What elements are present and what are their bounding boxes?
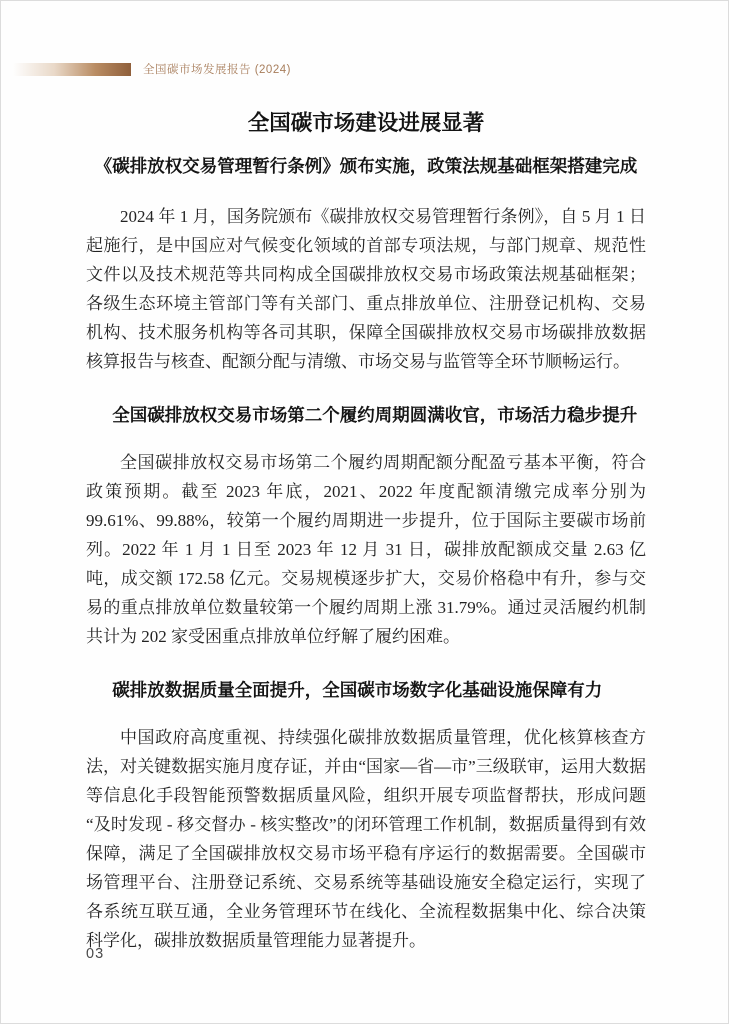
paragraph-policy-framework: 2024 年 1 月，国务院颁布《碳排放权交易管理暂行条例》，自 5 月 1 日起施行，是中国应对气候变化领域的首部专项法规，与部门规章、规范性文件以及技术规范等共同构成全国碳排放权交易市场政策法规基础框架；各级生态环境主管部门等有关部门、重点排放单位、注册登记机构、交易机构、技术服务机构等各司其职，保障全国碳排放权交易市场碳排放数据核算报告与核查、配额分配与清缴、市场交易与监管等全环节顺畅运行。 (86, 207, 646, 371)
page-number: 03 (86, 946, 105, 962)
section-heading-compliance-cycle: 全国碳排放权交易市场第二个履约周期圆满收官，市场活力稳步提升 (112, 405, 638, 425)
page-footer (86, 945, 104, 963)
section-compliance-cycle (86, 403, 646, 651)
paragraph-data-quality: 中国政府高度重视、持续强化碳排放数据质量管理，优化核算核查方法，对关键数据实施月度存证，并由“国家—省—市”三级联审，运用大数据等信息化手段智能预警数据质量风险，组织开展专项监督帮扶，形成问题“及时发现 - 移交督办 - 核实整改”的闭环管理工作机制，数据质量得到有效保障，满足了全国碳排放权交易市场平稳有序运行的数据需要。全国碳市场管理平台、注册登记系统、交易系统等基础设施安全稳定运行，实现了各系统互联互通，全业务管理环节在线化、全流程数据集中化、综合决策科学化，碳排放数据质量管理能力显著提升。 (86, 728, 646, 950)
page-subtitle: 《碳排放权交易管理暂行条例》颁布实施，政策法规基础框架搭建完成 (94, 156, 638, 176)
paragraph-compliance-cycle: 全国碳排放权交易市场第二个履约周期配额分配盈亏基本平衡，符合政策预期。截至 2023 年底，2021、2022 年度配额清缴完成率分别为 99.61%、99.88%，较第一个履约周期进一步提升，位于国际主要碳市场前列。2022 年 1 月 1 日至 2023 年 12 月 31 日，碳排放配额成交量 2.63 亿吨，成交额 172.58 亿元。交易规模逐步扩大，交易价格稳中有升，参与交易的重点排放单位数量较第一个履约周期上涨 31.79%。通过灵活履约机制共计为 202 家受困重点排放单位纾解了履约困难。 (86, 453, 646, 646)
section-policy-framework (86, 202, 646, 376)
section-heading-data-quality: 碳排放数据质量全面提升，全国碳市场数字化基础设施保障有力 (112, 680, 603, 700)
section-data-quality (86, 678, 646, 955)
page-title: 全国碳市场建设进展显著 (247, 111, 485, 135)
page-content (86, 1, 646, 955)
report-title-label: 全国碳市场发展报告 (2024) (143, 64, 291, 76)
